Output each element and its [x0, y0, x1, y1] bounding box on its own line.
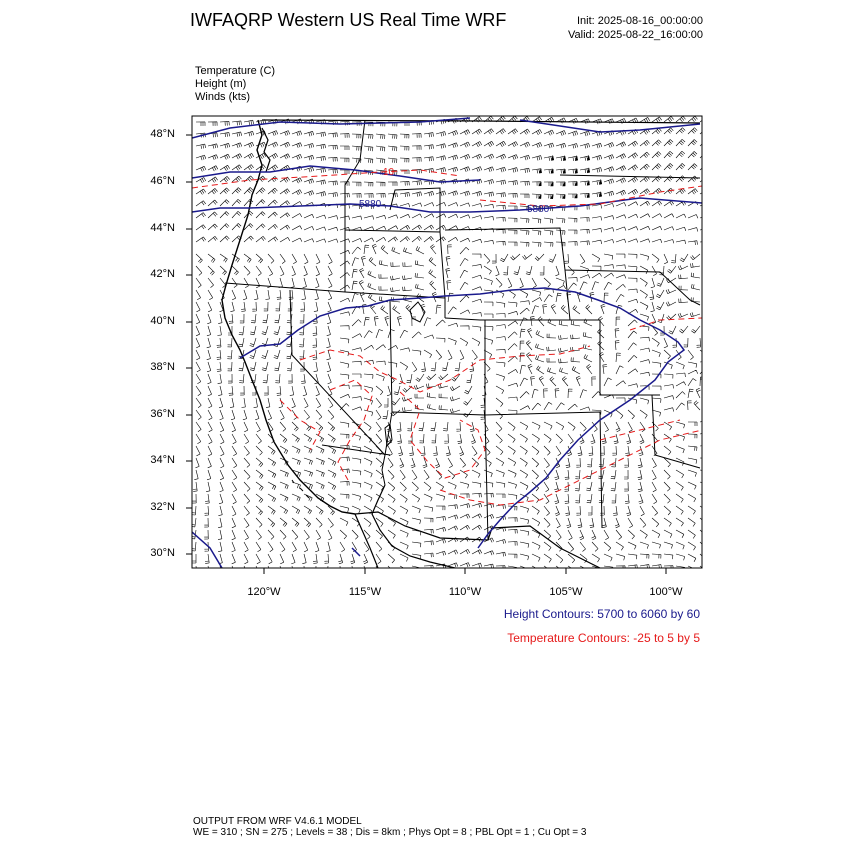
map-frame	[192, 116, 702, 568]
temp-contour-label: 10	[383, 167, 395, 178]
temperature-contours	[192, 170, 702, 505]
lat-label: 48°N	[150, 128, 175, 140]
model-version: OUTPUT FROM WRF V4.6.1 MODEL	[193, 816, 362, 827]
variable-winds: Winds (kts)	[195, 91, 250, 103]
lat-label: 40°N	[150, 315, 175, 327]
lat-label: 42°N	[150, 268, 175, 280]
height-legend: Height Contours: 5700 to 6060 by 60	[503, 607, 700, 621]
valid-time: Valid: 2025-08-22_16:00:00	[568, 29, 703, 41]
gulf-coast	[372, 485, 455, 568]
temperature-legend: Temperature Contours: -25 to 5 by 5	[507, 631, 700, 645]
canada-border	[262, 120, 700, 123]
state-borders	[225, 120, 700, 540]
lat-label: 34°N	[150, 454, 175, 466]
variable-height: Height (m)	[195, 78, 247, 90]
lon-label: 105°W	[549, 586, 583, 598]
lon-label: 120°W	[247, 586, 281, 598]
lat-label: 30°N	[150, 547, 175, 559]
wind-barbs	[191, 116, 710, 576]
model-config: WE = 310 ; SN = 275 ; Levels = 38 ; Dis = 8km ; Phys Opt = 8 ; PBL Opt = 1 ; Cu Opt = 3	[193, 827, 587, 838]
lon-label: 110°W	[448, 586, 482, 598]
coastline	[222, 120, 355, 514]
lon-label: 115°W	[348, 586, 382, 598]
wind-barb-pennants	[539, 156, 602, 199]
lat-label: 46°N	[150, 175, 175, 187]
height-contours	[192, 118, 702, 568]
height-contour-label: 5880	[359, 199, 382, 210]
variable-temperature: Temperature (C)	[195, 65, 276, 77]
lon-ticks	[264, 568, 666, 574]
height-contour-label: 5880	[527, 204, 550, 215]
lat-label: 36°N	[150, 408, 175, 420]
init-time: Init: 2025-08-16_00:00:00	[577, 15, 703, 27]
lat-ticks	[186, 135, 192, 554]
lon-label: 100°W	[649, 586, 683, 598]
lat-label: 32°N	[150, 501, 175, 513]
model-footer	[193, 816, 586, 838]
wind-barb-shafts	[191, 116, 710, 576]
lat-label: 44°N	[150, 222, 175, 234]
lat-label: 38°N	[150, 361, 175, 373]
map-title: IWFAQRP Western US Real Time WRF	[190, 10, 507, 30]
